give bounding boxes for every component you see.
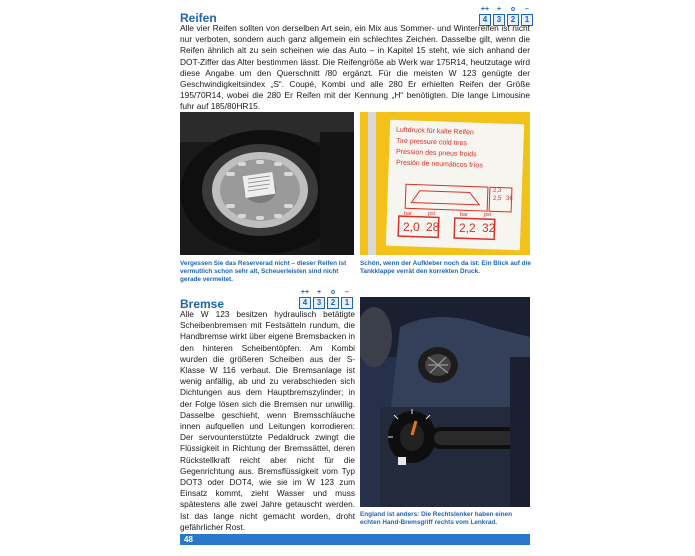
sticker-line-1: Luftdruck für kalte Reifen [395,126,474,137]
front-pressure-psi: 28 [426,220,440,234]
spare-wheel-photo [180,112,354,255]
sticker-unit-psi: psi [428,211,436,217]
sticker-line-3: Pression des pneus froids [395,148,477,159]
rating-box: 2 [327,297,339,309]
page-number: 48 [184,535,193,544]
hand-brake-caption: England ist anders: Die Rechtslenker haben einen echten Hand-Bremsgriff rechts vom Lenkrad. [360,511,512,526]
sticker-unit-bar: bar [460,212,468,218]
sticker-small-value-b: 2,5 [493,196,502,202]
sticker-small-value-c: 36 [506,196,513,202]
hand-brake-photo [360,297,530,507]
reifen-paragraph: Alle vier Reifen sollten von derselben Art sein, ein Mix aus Sommer- und Winterreifen ist nicht nur verboten, sondern auch ganz allgemein ein schlechtes Zeichen. Dasselbe gilt, wenn die Reifen ähnlich alt zu sein scheinen wie das Auto – in Kapitel 15 steht, wie sich anhand der DOT-Ziffer das Alter bestimmen lässt. Die Reifengröße ab Werk war 175R14, heutzutage wird diese Angabe um den Querschnitt /80 ergänzt. Für die meisten W 123 genügte der Geschwindigkeitsindex „S“. Coupé, Kombi und alle 280 Er erhielten Reifen der Größe 195/70R14, wobei die 280 Er Reifen mit der Kennung „H“ benötigten. Die lange Limousine fuhr auf 185/80HR15. [180,23,530,112]
rating-col: o 2 [327,289,339,309]
tyre-pressure-caption: Schön, wenn der Aufkleber noch da ist: Ein Blick auf die Tankklappe verrät den korrekten Druck. [360,260,531,275]
sticker-unit-psi: psi [484,212,492,218]
sticker-unit-bar: bar [404,211,412,217]
section-title-bremse: Bremse [180,297,225,311]
bremse-paragraph: Alle W 123 besitzen hydraulisch betätigte Scheibenbremsen mit Festsätteln rundum, die Handbremse wirkt über eigene Bremsbacken in den hinteren Scheibentöpfen. Am Kombi wurden die größeren Scheiben aus der S-Klasse W 116 verbaut. Die Bremsanlage ist wenig anfällig, ab und zu verabschieden sich Dichtungen aus dem Hauptbremszylinder; in der Folge lösen sich die Bremsen nur unwillig. Dasselbe geschieht, wenn Bremsschläuche innen aufquellen und Leitungen korrodieren: Der servounterstützte Pedaldruck zwingt die Flüssigkeit in Richtung der Bremssättel, deren Rückstellkraft reicht aber nicht für die Gegenrichtung aus. Bremsflüssigkeit vom Typ DOT3 oder DOT4, wie sie im W 123 zum Einsatz kommt, zieht Wasser und muss spätestens alle zwei Jahre getauscht werden. Ist das lange nicht gemacht worden, droht gefährlicher Rost. [180,309,355,532]
rating-box: 3 [313,297,325,309]
rating-col: – 1 [521,6,533,26]
dashboard-illustration [360,297,530,507]
rating-box: 4 [299,297,311,309]
rating-col: – 1 [341,289,353,309]
rating-col: o 2 [507,6,519,26]
sticker-line-4: Presión de neumáticos fríos [395,159,483,170]
sticker-line-2: Tire pressure cold tires [395,137,468,148]
rear-pressure-bar: 2,2 [459,221,476,235]
rating-col: + 3 [313,289,325,309]
rating-box: 1 [521,14,533,26]
sticker-small-value-a: 2,3 [493,188,502,194]
section-title-reifen: Reifen [180,11,217,25]
rating-box: 1 [341,297,353,309]
rating-box: 4 [479,14,491,26]
tyre-pressure-sticker-photo [360,112,530,255]
rating-col: ++ 4 [300,289,310,307]
rating-col: ++ 4 [480,6,490,24]
rear-pressure-psi: 32 [482,221,496,235]
rating-box: 3 [493,14,505,26]
spare-wheel-caption: Vergessen Sie das Reserverad nicht – dieser Reifen ist vermutlich schon sehr alt, Scheuerleisten sind nicht gerade vermeitet. [180,260,347,283]
rating-bremse [299,289,353,309]
spare-wheel-illustration [180,112,354,255]
front-pressure-bar: 2,0 [403,220,420,234]
rating-box: 2 [507,14,519,26]
footer-bar [180,534,530,545]
rating-col: + 3 [493,6,505,26]
